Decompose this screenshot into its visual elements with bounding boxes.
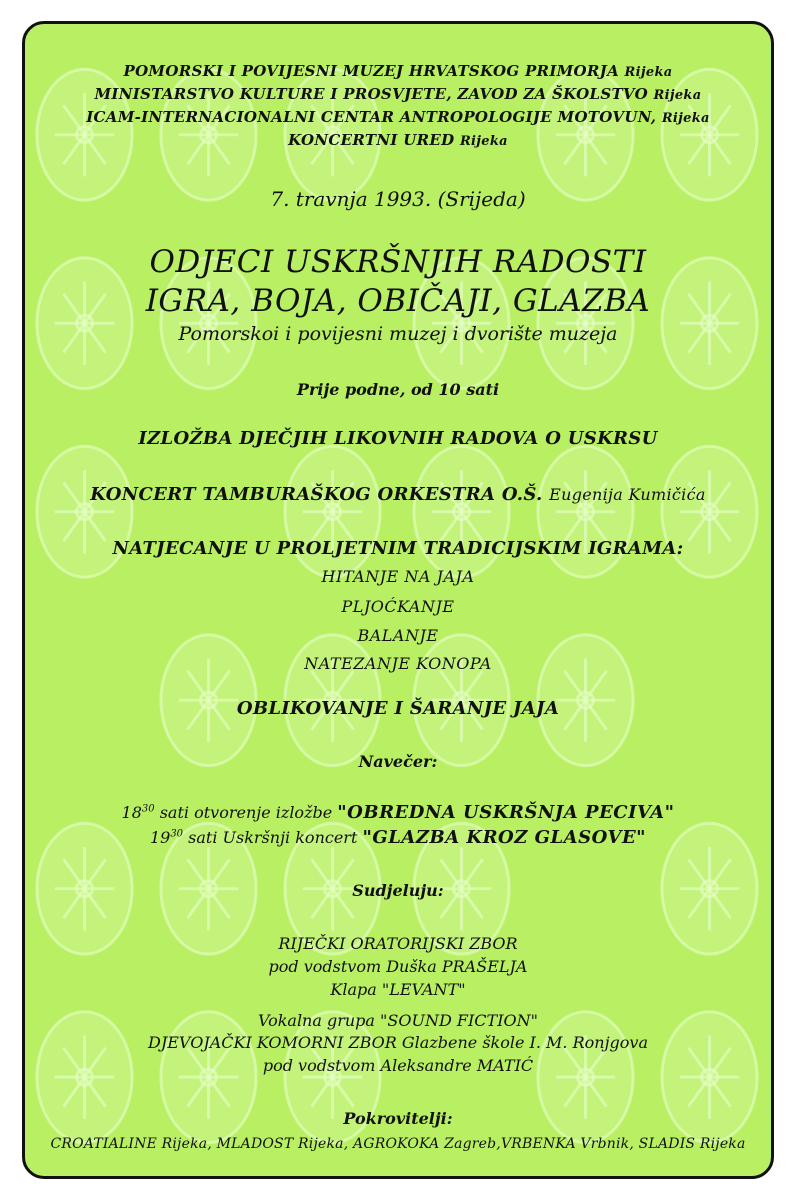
evening-event-1: $18^{30}$ sati otvorenje izložbe "OBREDNA USKRŠNJA PECIVA"	[121, 802, 675, 823]
poster-content	[25, 24, 771, 1176]
participants-label: Sudjeluju:	[352, 881, 444, 900]
evening-label: Navečer:	[358, 752, 438, 771]
participant-line: pod vodstvom Duška PRAŠELJA	[268, 957, 528, 976]
organizer-line-3: ICAM-INTERNACIONALNI CENTAR ANTROPOLOGIJE MOTOVUN, Rijeka	[86, 108, 710, 126]
organizer-line-4: KONCERTNI URED Rijeka	[288, 131, 508, 149]
morning-time: Prije podne, od 10 sati	[296, 380, 500, 399]
sponsors-label: Pokrovitelji:	[343, 1109, 453, 1128]
participant-line: Vokalna grupa "SOUND FICTION"	[257, 1011, 539, 1030]
sponsors-list: CROATIALINE Rijeka, MLADOST Rijeka, AGROKOKA Zagreb,VRBENKA Vrbnik, SLADIS Rijeka	[50, 1136, 746, 1152]
participant-line: pod vodstvom Aleksandre MATIĆ	[262, 1056, 534, 1075]
organizer-line-1: POMORSKI I POVIJESNI MUZEJ HRVATSKOG PRIMORJA Rijeka	[123, 62, 673, 80]
title-line-2: IGRA, BOJA, OBIČAJI, GLAZBA	[145, 283, 651, 319]
activity-competition: NATJECANJE U PROLJETNIM TRADICIJSKIM IGRAMA:	[112, 538, 684, 559]
organizer-line-2: MINISTARSTVO KULTURE I PROSVJETE, ZAVOD ZA ŠKOLSTVO Rijeka	[94, 85, 702, 103]
game-item: BALANJE	[357, 626, 439, 645]
participant-line: Klapa "LEVANT"	[330, 980, 466, 999]
event-date: 7. travnja 1993. (Srijeda)	[270, 187, 526, 211]
activity-exhibition: IZLOŽBA DJEČJIH LIKOVNIH RADOVA O USKRSU	[138, 428, 658, 449]
title-line-1: ODJECI USKRŠNJIH RADOSTI	[149, 244, 647, 280]
game-item: PLJOĆKANJE	[341, 597, 455, 616]
game-item: NATEZANJE KONOPA	[304, 654, 492, 673]
game-item: HITANJE NA JAJA	[321, 567, 475, 586]
evening-event-2: $19^{30}$ sati Uskršnji koncert "GLAZBA KROZ GLASOVE"	[149, 827, 647, 848]
participant-line: DJEVOJAČKI KOMORNI ZBOR Glazbene škole I. M. Ronjgova	[148, 1033, 648, 1052]
activity-concert: KONCERT TAMBURAŠKOG ORKESTRA O.Š. Eugenija Kumičića	[90, 484, 706, 505]
venue: Pomorskoi i povijesni muzej i dvorište muzeja	[178, 323, 618, 345]
activity-egg-decorating: OBLIKOVANJE I ŠARANJE JAJA	[236, 698, 560, 719]
participant-line: RIJEČKI ORATORIJSKI ZBOR	[278, 934, 518, 953]
poster	[22, 21, 774, 1179]
